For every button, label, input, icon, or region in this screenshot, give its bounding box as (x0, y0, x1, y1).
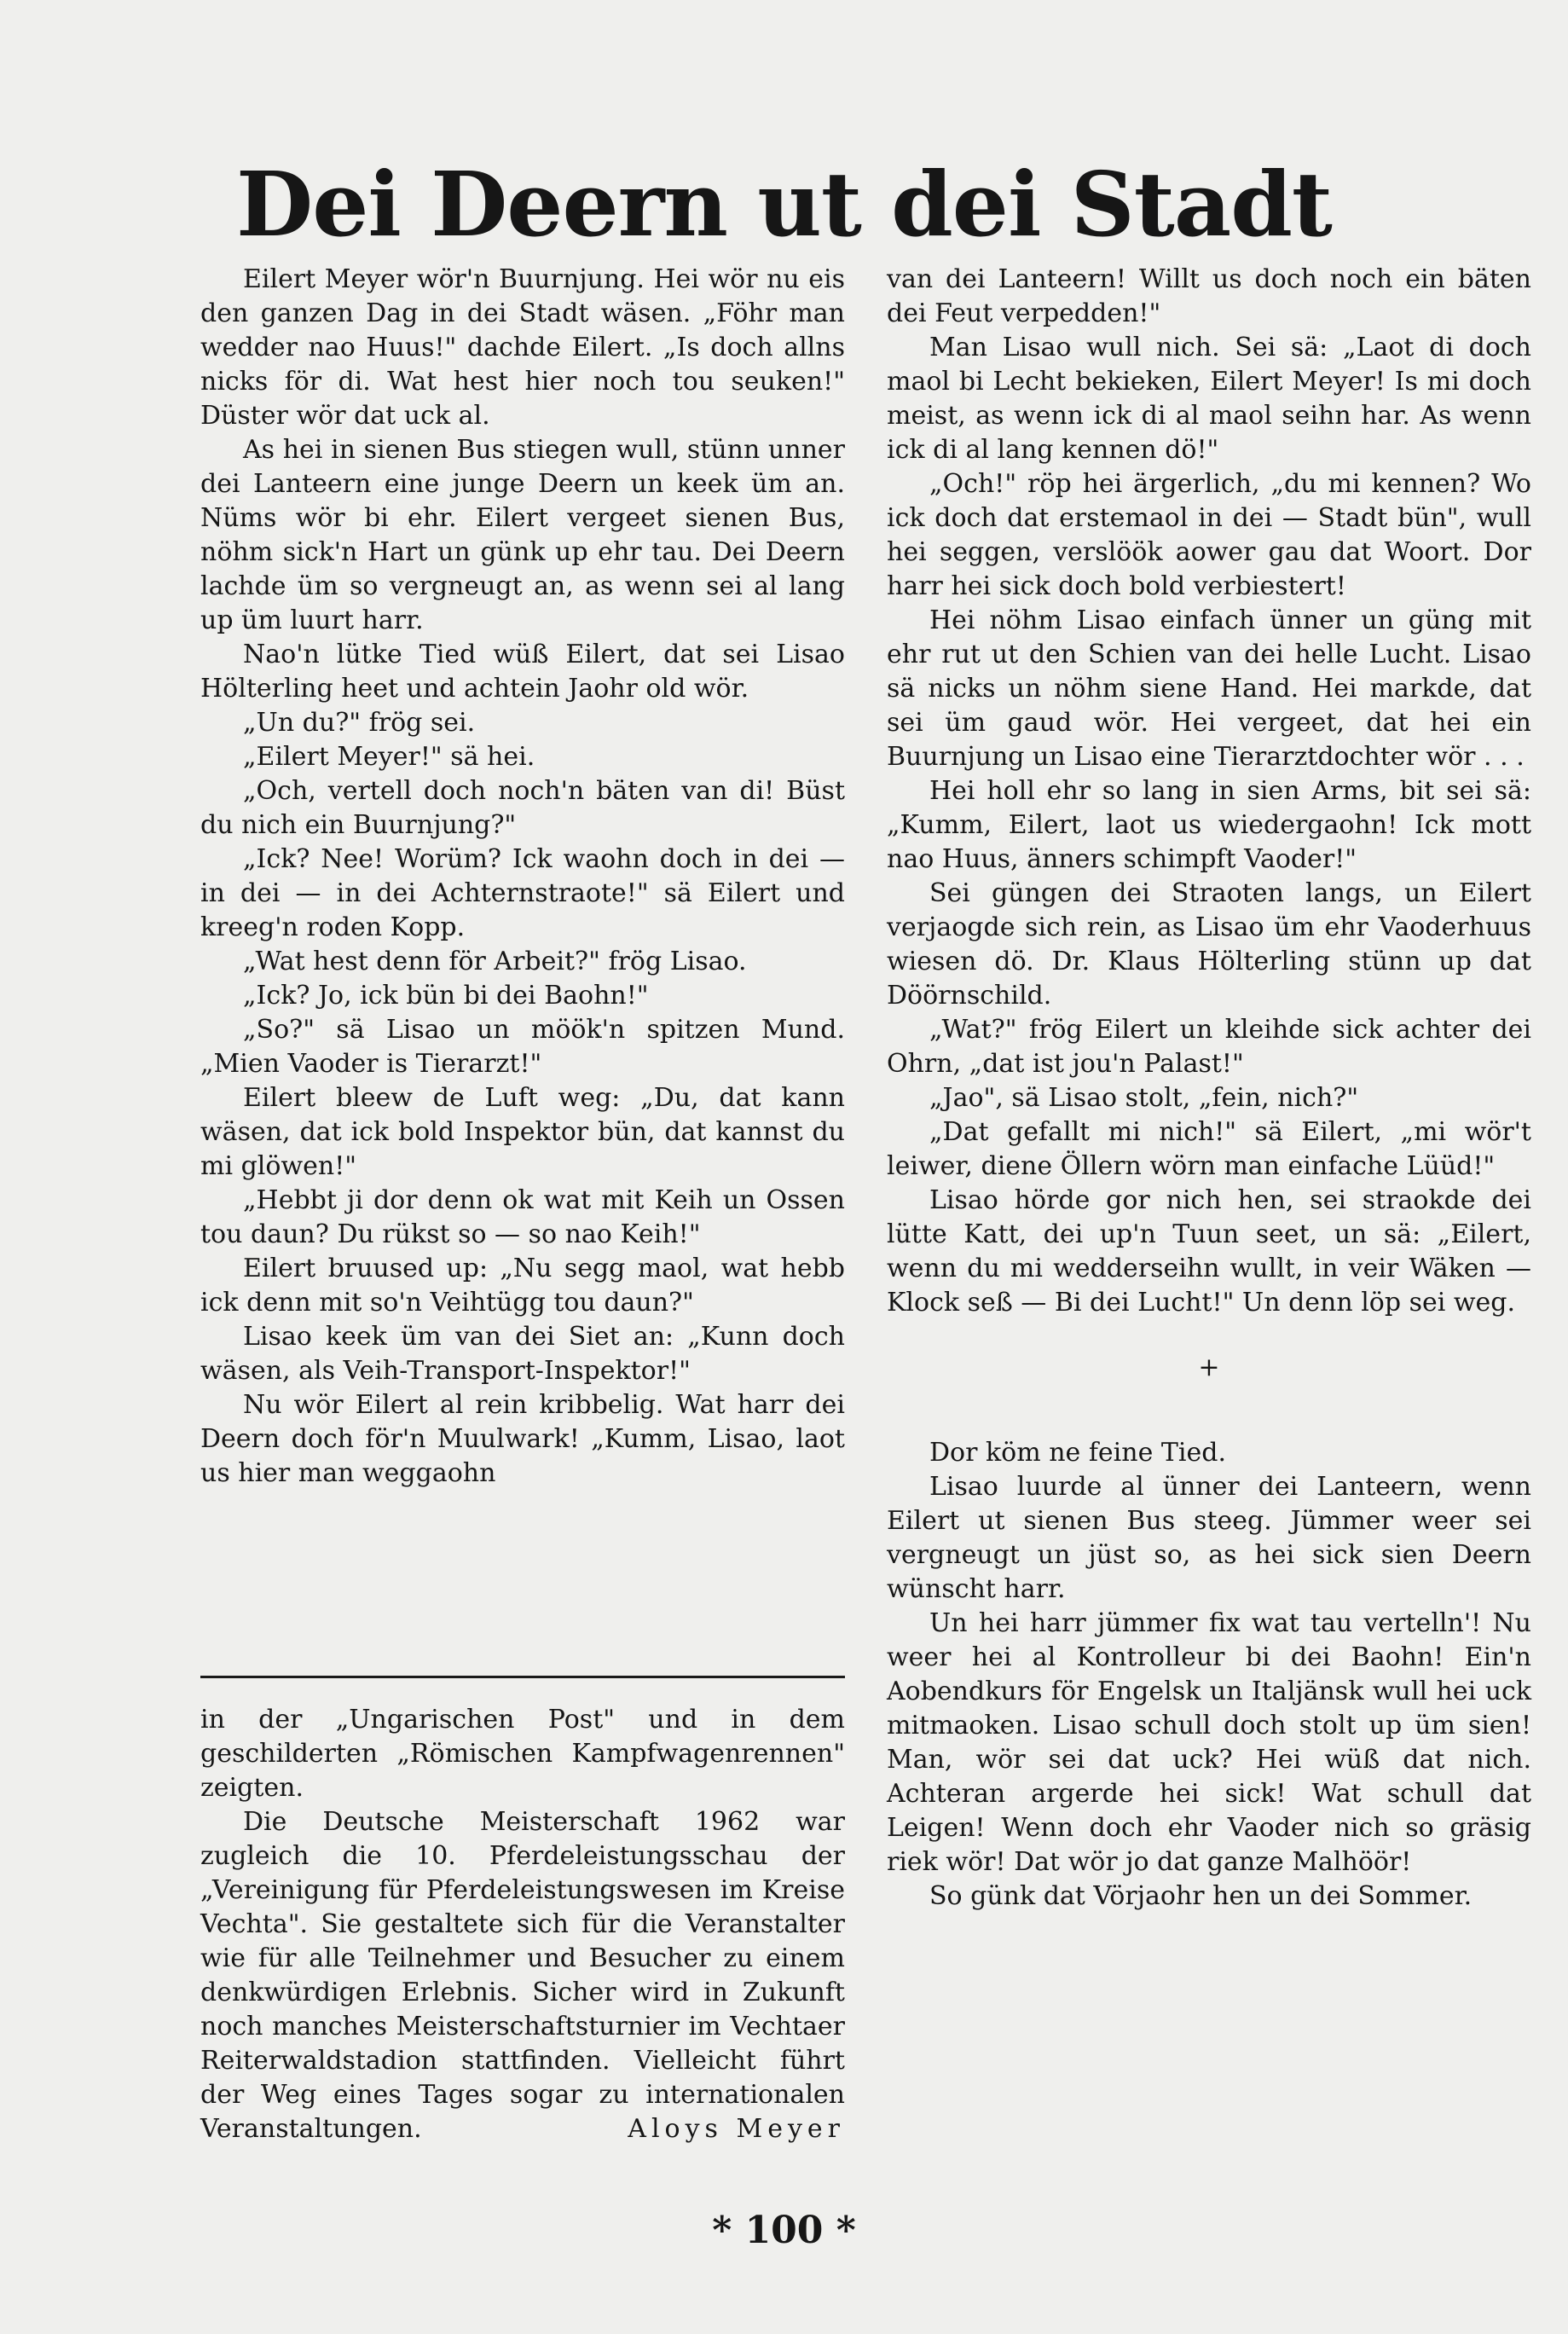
story-paragraph: Un hei harr jümmer fix wat tau vertelln'! Nu weer hei al Kontrolleur bi dei Baohn! Ein'n Aobendkurs för Engelsk un Italjänsk wull hei uck mitmaoken. Lisao schull doch stolt up üm sien! Man, wör sei dat uck? Hei wüß dat nich. Achteran argerde hei sick! Wat schull dat Leigen! Wenn doch ehr Vaoder nich so gräsig riek wör! Dat wör jo dat ganze Malhöör! (887, 1608, 1531, 1877)
article-author: Aloys Meyer (628, 2114, 845, 2144)
story-paragraph: „So?" sä Lisao un möök'n spitzen Mund. „Mien Vaoder is Tierarzt!" (200, 1015, 845, 1079)
story-paragraph: van dei Lanteern! Willt us doch noch ein bäten dei Feut verpedden!" (887, 264, 1531, 328)
story-paragraph: Lisao luurde al ünner dei Lanteern, wenn Eilert ut sienen Bus steeg. Jümmer weer sei vergneugt un jüst so, as hei sick sien Deern wünscht harr. (887, 1472, 1531, 1604)
story-paragraph: „Eilert Meyer!" sä hei. (243, 742, 535, 772)
story-paragraph: Hei holl ehr so lang in sien Arms, bit sei sä: „Kumm, Eilert, laot us wiedergaohn! Ick mott nao Huus, änners schimpft Vaoder!" (887, 776, 1531, 874)
story-paragraph: As hei in sienen Bus stiegen wull, stünn unner dei Lanteern eine junge Deern un keek üm an. Nüms wör bi ehr. Eilert vergeet sienen Bus, nöhm sick'n Hart un günk up ehr tau. Dei Deern lachde üm so vergneugt an, as wenn sei al lang up üm luurt harr. (200, 435, 845, 635)
page-number: * 100 * (712, 2209, 856, 2252)
story-paragraph: So günk dat Vörjaohr hen un dei Sommer. (929, 1881, 1473, 1911)
story-column-left (200, 263, 845, 1491)
article-paragraph (200, 1805, 845, 2146)
story-column-right (887, 263, 1531, 1914)
article-paragraph-text: Die Deutsche Meisterschaft 1962 war zugleich die 10. Pferdeleistungsschau der „Vereinigung für Pferdeleistungswesen im Kreise Vechta". Sie gestaltete sich für die Veranstalter wie für alle Teilnehmer und Besucher zu einem denkwürdigen Erlebnis. Sicher wird in Zukunft noch manches Meisterschaftsturnier im Vechtaer Reiterwaldstadion stattfinden. Vielleicht führt der Weg eines Tages sogar zu internationalen Veranstaltungen. (200, 1807, 845, 2144)
story-paragraph: Hei nöhm Lisao einfach ünner un güng mit ehr rut ut den Schien van dei helle Lucht. Lisao sä nicks un nöhm siene Hand. Hei markde, dat sei üm gaud wör. Hei vergeet, dat hei ein Buurnjung un Lisao eine Tierarztdochter wör . . . (887, 605, 1531, 772)
story-paragraph: Lisao keek üm van dei Siet an: „Kunn doch wäsen, als Veih-Transport-Inspektor!" (200, 1322, 845, 1386)
story-paragraph: Lisao hörde gor nich hen, sei straokde dei lütte Katt, dei up'n Tuun seet, un sä: „Eilert, wenn du mi wedderseihn wullt, in veir Wäken — Klock seß — Bi dei Lucht!" Un denn löp sei weg. (887, 1185, 1531, 1318)
story-paragraph: „Ick? Jo, ick bün bi dei Baohn!" (243, 981, 649, 1011)
story-paragraph: Dor köm ne feine Tied. (929, 1438, 1226, 1468)
story-title: Dei Deern ut dei Stadt (236, 152, 1332, 257)
story-paragraph: Eilert bleew de Luft weg: „Du, dat kann wäsen, dat ick bold Inspektor bün, dat kannst du mi glöwen!" (200, 1083, 845, 1181)
article-paragraph: in der „Ungarischen Post" und in dem geschilderten „Römischen Kampfwagenrennen" zeigten. (200, 1705, 845, 1803)
story-paragraph: Nao'n lütke Tied wüß Eilert, dat sei Lisao Hölterling heet und achtein Jaohr old wör. (200, 640, 845, 704)
story-paragraph: Eilert Meyer wör'n Buurnjung. Hei wör nu eis den ganzen Dag in dei Stadt wäsen. „Föhr man wedder nao Huus!" dachde Eilert. „Is doch allns nicks för di. Wat hest hier noch tou seuken!" Düster wör dat uck al. (200, 264, 845, 431)
story-paragraph: „Dat gefallt mi nich!" sä Eilert, „mi wör't leiwer, diene Öllern wörn man einfache Lüüd!" (887, 1117, 1531, 1181)
story-paragraph: Man Lisao wull nich. Sei sä: „Laot di doch maol bi Lecht bekieken, Eilert Meyer! Is mi doch meist, as wenn ick di al maol seihn har. As wenn ick di al lang kennen dö!" (887, 333, 1531, 465)
story-paragraph: Nu wör Eilert al rein kribbelig. Wat harr dei Deern doch för'n Muulwark! „Kumm, Lisao, laot us hier man weggaohn (200, 1390, 845, 1488)
story-paragraph: „Och!" röp hei ärgerlich, „du mi kennen? Wo ick doch dat erstemaol in dei — Stadt bün", wull hei seggen, verslöök aower gau dat Woort. Dor harr hei sick doch bold verbiestert! (887, 469, 1531, 601)
story-paragraph: „Un du?" frög sei. (243, 708, 476, 738)
story-paragraph: „Hebbt ji dor denn ok wat mit Keih un Ossen tou daun? Du rükst so — so nao Keih!" (200, 1185, 845, 1249)
section-separator: + (1198, 1352, 1220, 1382)
story-paragraph: „Wat?" frög Eilert un kleihde sick achter dei Ohrn, „dat ist jou'n Palast!" (887, 1015, 1531, 1079)
story-paragraph: „Jao", sä Lisao stolt, „fein, nich?" (929, 1083, 1359, 1113)
story-paragraph: Eilert bruused up: „Nu segg maol, wat hebb ick denn mit so'n Veihtügg tou daun?" (200, 1254, 845, 1318)
story-paragraph: „Wat hest denn för Arbeit?" frög Lisao. (243, 947, 747, 976)
story-paragraph: Sei güngen dei Straoten langs, un Eilert verjaogde sich rein, as Lisao üm ehr Vaoderhuus wiesen dö. Dr. Klaus Hölterling stünn up dat Döörnschild. (887, 878, 1531, 1011)
story-paragraph: „Och, vertell doch noch'n bäten van di! Büst du nich ein Buurnjung?" (200, 776, 845, 840)
column-divider-rule (200, 1676, 845, 1678)
story-paragraph: „Ick? Nee! Worüm? Ick waohn doch in dei — in dei — in dei Achternstraote!" sä Eilert und kreeg'n roden Kopp. (200, 844, 845, 942)
article-column-left (200, 1703, 845, 2146)
